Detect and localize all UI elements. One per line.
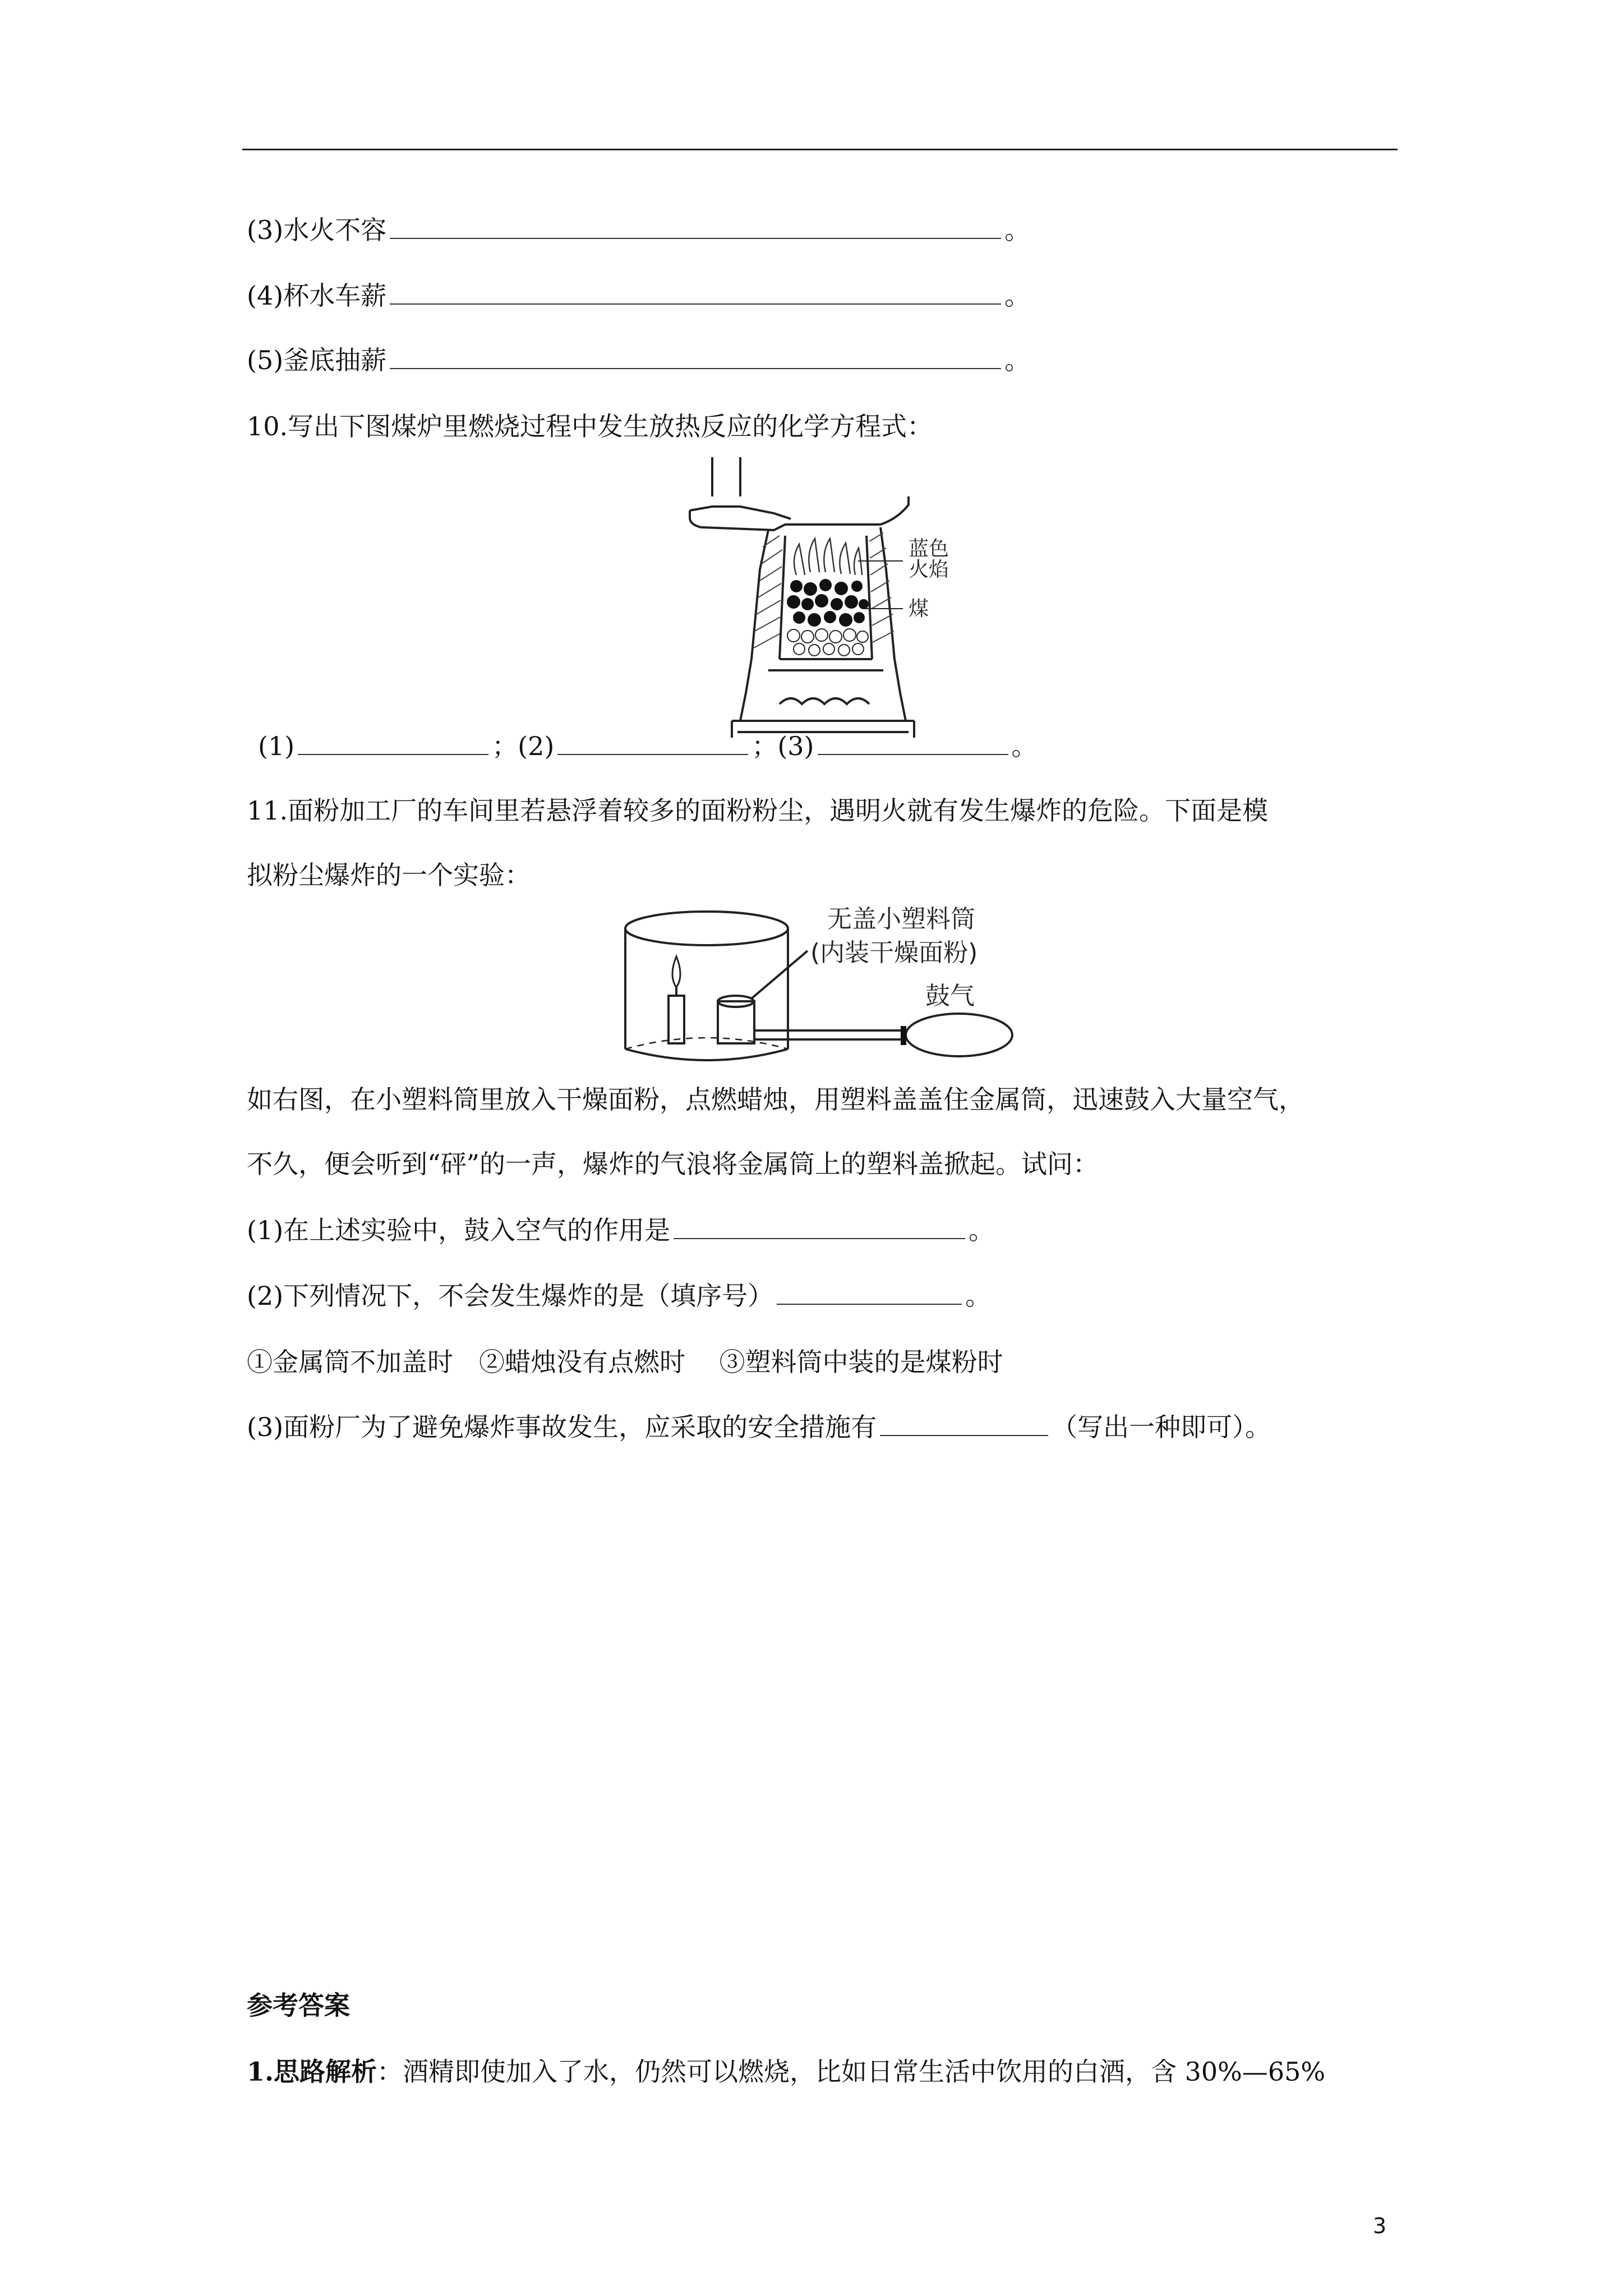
dust-explosion-figure xyxy=(623,900,1026,1074)
answer-blank[interactable] xyxy=(298,729,488,755)
q11-desc-2: 不久，便会听到“砰”的一声，爆炸的气浪将金属筒上的塑料盖掀起。试问： xyxy=(247,1149,1099,1179)
q9-item-4: (4)杯水车薪 。 xyxy=(247,279,1030,312)
answers-heading: 参考答案 xyxy=(247,1990,350,2021)
q9-item-5: (5)釜底抽薪 。 xyxy=(247,343,1030,377)
q11-sub-3: (3)面粉厂为了避免爆炸事故发生，应采取的安全措施有 （写出一种即可）。 xyxy=(247,1410,1271,1444)
header-rule xyxy=(242,149,1398,150)
answer-blank[interactable] xyxy=(818,729,1008,755)
q11-stem-2: 拟粉尘爆炸的一个实验： xyxy=(247,860,531,890)
q11-stem-1: 11.面粉加工厂的车间里若悬浮着较多的面粉粉尘，遇明火就有发生爆炸的危险。下面是模 xyxy=(247,795,1269,826)
q10-stem: 10.写出下图煤炉里燃烧过程中发生放热反应的化学方程式： xyxy=(247,411,933,441)
answer-blank[interactable] xyxy=(390,279,1001,305)
label-blow-air: 鼓气 xyxy=(925,982,975,1010)
answer-blank[interactable] xyxy=(880,1410,1048,1436)
coal-stove-figure xyxy=(679,457,959,749)
label-blue-flame-2: 火焰 xyxy=(909,558,949,581)
answer-1: 1.思路解析：酒精即使加入了水，仍然可以燃烧，比如日常生活中饮用的白酒，含 30%—65% xyxy=(247,2056,1326,2087)
label-coal: 煤 xyxy=(909,597,929,620)
page-number: 3 xyxy=(1373,2214,1387,2238)
label-blue-flame-1: 蓝色 xyxy=(909,537,949,560)
q11-sub-1: (1)在上述实验中，鼓入空气的作用是 。 xyxy=(247,1213,994,1247)
q9-item-3: (3)水火不容 。 xyxy=(247,213,1030,247)
answer-blank[interactable] xyxy=(390,343,1001,369)
q11-sub-2: (2)下列情况下，不会发生爆炸的是（填序号） 。 xyxy=(247,1279,991,1313)
answer-blank[interactable] xyxy=(777,1279,962,1305)
label-plastic-cup: 无盖小塑料筒 xyxy=(827,905,975,933)
q11-desc-1: 如右图，在小塑料筒里放入干燥面粉，点燃蜡烛，用塑料盖盖住金属筒，迅速鼓入大量空气， xyxy=(247,1084,1304,1115)
answer-blank[interactable] xyxy=(557,729,748,755)
q10-answers: (1) ；(2) ；(3) 。 xyxy=(258,729,1038,763)
label-dry-flour: (内装干燥面粉) xyxy=(810,938,978,967)
answer-blank[interactable] xyxy=(674,1213,965,1239)
q11-options: ①金属筒不加盖时 ②蜡烛没有点燃时 ③塑料筒中装的是煤粉时 xyxy=(247,1347,1003,1377)
answer-blank[interactable] xyxy=(390,213,1001,239)
